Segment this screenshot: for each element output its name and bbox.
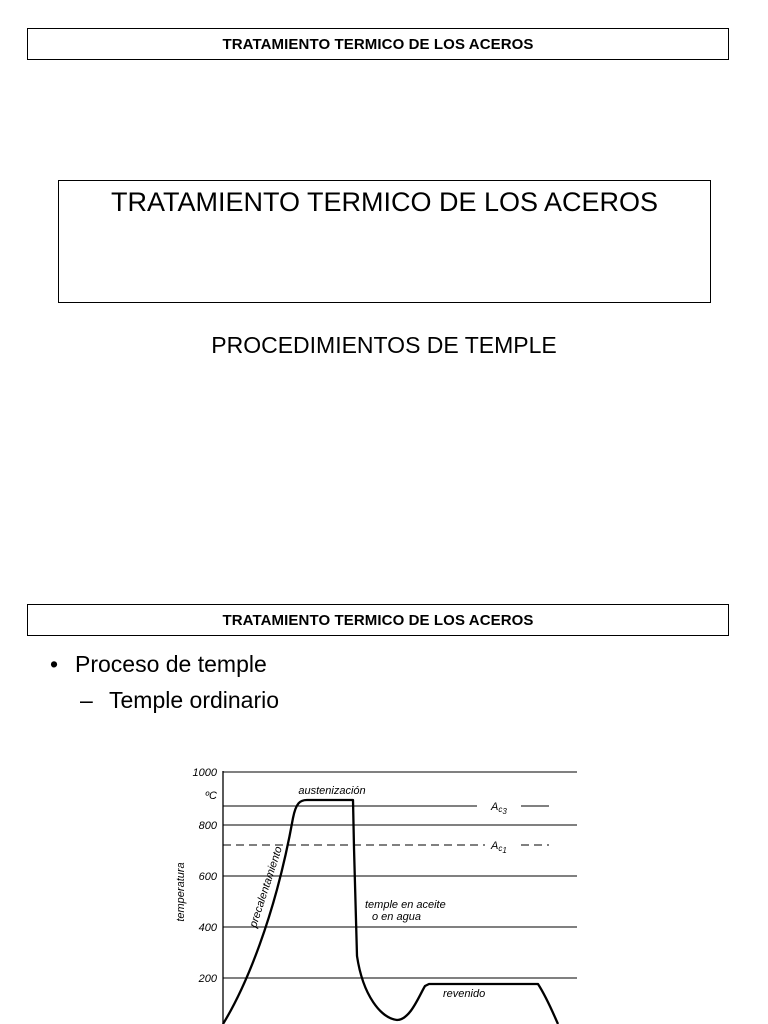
label-austenizacion: austenización (298, 785, 366, 797)
slide1-title-box (58, 180, 711, 303)
label-revenido: revenido (443, 988, 486, 1000)
label-ac3 (490, 801, 507, 816)
slide1-header (27, 28, 729, 60)
ac3-base: A (491, 801, 499, 813)
ac3-sub: c (498, 805, 503, 814)
label-ac1 (490, 840, 507, 855)
label-temple-1: temple en aceite (365, 899, 446, 911)
bullet-item (50, 651, 267, 678)
bullet-mark: • (50, 651, 59, 677)
ac3-num: 3 (502, 807, 507, 816)
tick-200: 200 (198, 973, 217, 985)
y-axis-label: temperatura (175, 862, 187, 922)
slide2-header (27, 604, 729, 636)
slide2-header-text: TRATAMIENTO TERMICO DE LOS ACEROS (222, 611, 534, 629)
tick-1000: 1000 (192, 767, 217, 779)
ac1-sub: c (498, 844, 503, 853)
sub-bullet-mark: – (80, 687, 93, 713)
slide1-header-text: TRATAMIENTO TERMICO DE LOS ACEROS (222, 35, 534, 53)
tick-unit: ºC (205, 790, 217, 802)
sub-bullet-text: Temple ordinario (109, 687, 280, 713)
sub-bullet-item (80, 687, 279, 714)
slide1-title: TRATAMIENTO TERMICO DE LOS ACEROS (110, 187, 659, 217)
tick-400: 400 (198, 922, 217, 934)
ac1-base: A (491, 840, 499, 852)
temple-diagram (135, 748, 607, 1024)
bullet-text: Proceso de temple (75, 651, 267, 677)
slide1-subtitle: PROCEDIMIENTOS DE TEMPLE (211, 332, 557, 358)
label-precalentamiento: precalentamiento (247, 845, 285, 930)
label-temple-2: o en agua (372, 911, 421, 923)
ac1-num: 1 (502, 846, 507, 855)
tick-600: 600 (198, 871, 217, 883)
tick-800: 800 (198, 820, 217, 832)
